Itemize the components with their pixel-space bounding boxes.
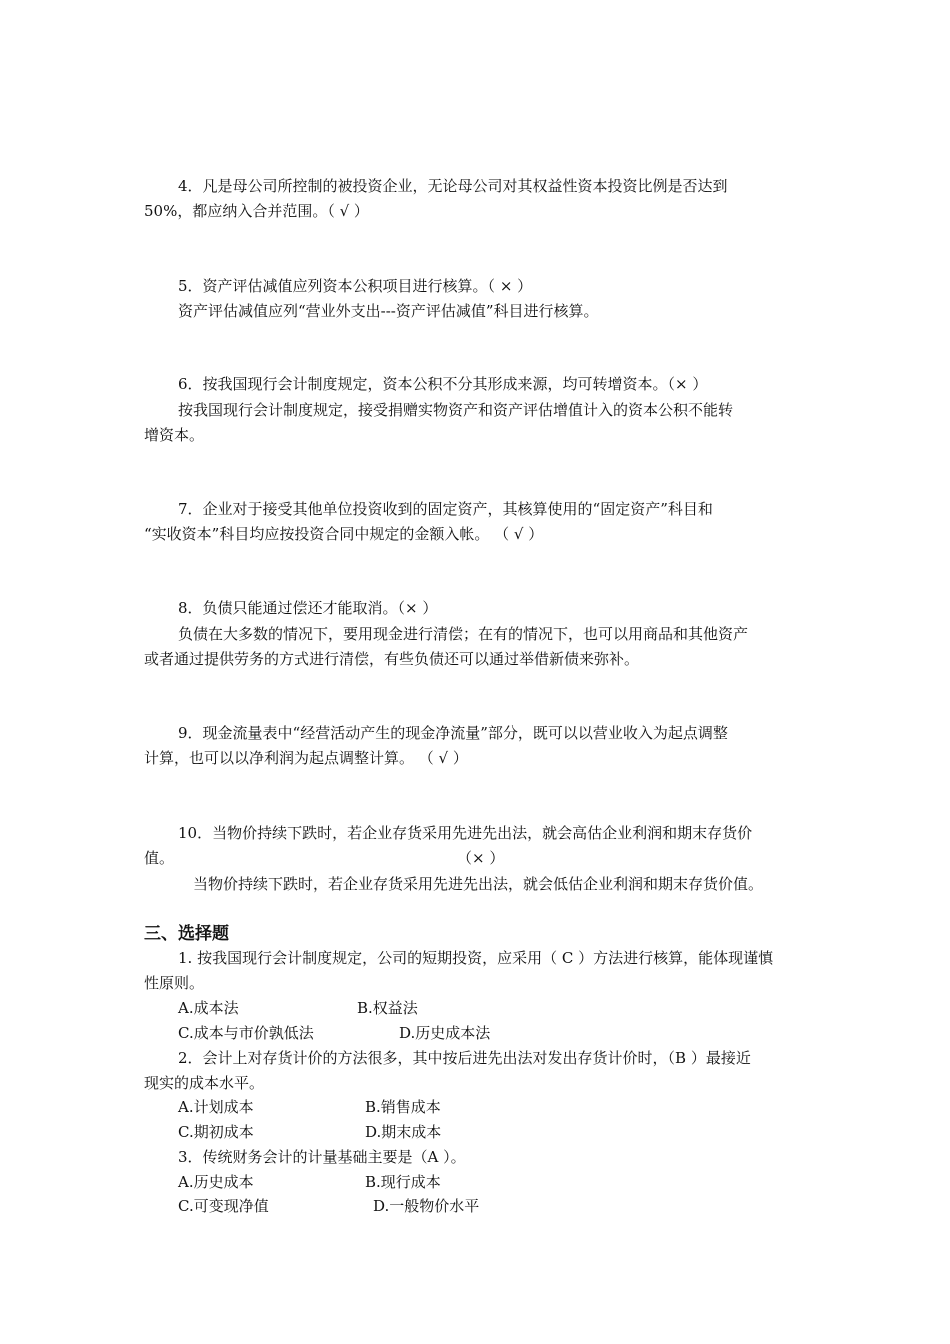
choice-q3-option-b: B.现行成本 [365,1173,441,1191]
q5-question: 5．资产评估减值应列资本公积项目进行核算。（ × ） [178,277,533,295]
choice-q2-line-1: 2．会计上对存货计价的方法很多，其中按后进先出法对发出存货计价时，（B ）最接近 [178,1049,751,1067]
choice-q2-option-a: A.计划成本 [178,1098,254,1116]
q8-explanation-line-2: 或者通过提供劳务的方式进行清偿，有些负债还可以通过举借新债来弥补。 [144,650,640,668]
choice-q1-option-d: D.历史成本法 [399,1024,491,1042]
choice-q1-line-1: 1. 按我国现行会计制度规定，公司的短期投资，应采用（ C ）方法进行核算，能体现谨慎 [178,949,774,967]
q8-explanation-line-1: 负债在大多数的情况下，要用现金进行清偿；在有的情况下，也可以用商品和其他资产 [178,625,749,643]
choice-q1-option-b: B.权益法 [357,999,418,1017]
choice-q2-option-c: C.期初成本 [178,1123,254,1141]
section-3-heading: 三、选择题 [144,924,229,944]
q6-question: 6．按我国现行会计制度规定，资本公积不分其形成来源，均可转增资本。（× ） [178,375,708,393]
choice-q1-option-c: C.成本与市价孰低法 [178,1024,314,1042]
q4-line-2: 50%，都应纳入合并范围。（ √ ） [144,202,369,220]
q9-line-1: 9．现金流量表中“经营活动产生的现金净流量”部分，既可以以营业收入为起点调整 [178,724,728,742]
choice-q3-line-1: 3．传统财务会计的计量基础主要是（A ）。 [178,1148,466,1166]
choice-q2-option-d: D.期末成本 [365,1123,442,1141]
q10-explanation: 当物价持续下跌时，若企业存货采用先进先出法，就会低估企业利润和期末存货价值。 [193,875,764,893]
choice-q2-option-b: B.销售成本 [365,1098,441,1116]
choice-q3-option-c: C.可变现净值 [178,1197,269,1215]
q8-question: 8．负债只能通过偿还才能取消。（× ） [178,599,438,617]
q7-line-1: 7．企业对于接受其他单位投资收到的固定资产，其核算使用的“固定资产”科目和 [178,500,713,518]
q10-line-1: 10．当物价持续下跌时，若企业存货采用先进先出法，就会高估企业利润和期末存货价 [178,824,753,842]
q10-line-2-answer: （× ） [457,849,505,867]
choice-q3-option-a: A.历史成本 [178,1173,254,1191]
q6-explanation-line-1: 按我国现行会计制度规定，接受捐赠实物资产和资产评估增值计入的资本公积不能转 [178,401,734,419]
q4-line-1: 4．凡是母公司所控制的被投资企业，无论母公司对其权益性资本投资比例是否达到 [178,177,728,195]
q7-line-2: “实收资本”科目均应按投资合同中规定的金额入帐。 （ √ ） [144,525,544,543]
choice-q1-option-a: A.成本法 [178,999,239,1017]
choice-q1-line-2: 性原则。 [144,974,205,992]
q9-line-2: 计算，也可以以净利润为起点调整计算。 （ √ ） [144,749,468,767]
q6-explanation-line-2: 增资本。 [144,426,205,444]
choice-q3-option-d: D.一般物价水平 [373,1197,480,1215]
choice-q2-line-2: 现实的成本水平。 [144,1074,265,1092]
q5-explanation: 资产评估减值应列“营业外支出---资产评估减值”科目进行核算。 [178,302,599,320]
q10-line-2-text: 值。 [144,849,175,867]
